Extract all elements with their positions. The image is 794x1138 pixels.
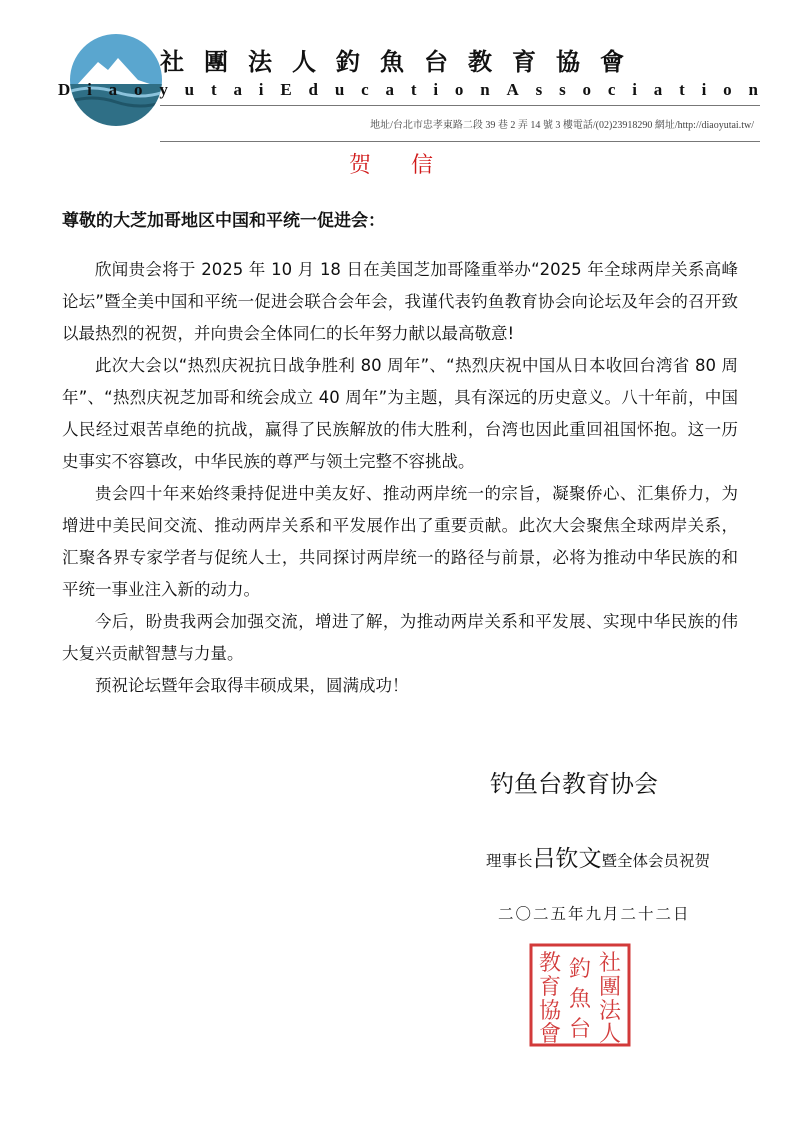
svg-text:育: 育 <box>538 975 562 1000</box>
letter-title: 贺信 <box>349 153 474 178</box>
header-divider-top <box>160 105 760 106</box>
org-name-english-letter: t <box>210 80 217 99</box>
org-name-english-letter: y <box>159 80 168 99</box>
org-name-english-letter: t <box>410 80 417 99</box>
org-name-english-letter: c <box>361 80 369 99</box>
org-name-english-letter: o <box>582 80 592 99</box>
contact-address: 地址/台北市忠孝東路二段 39 巷 2 弄 14 號 3 樓電話/(02)23918290 網址/http://diaoyutai.tw/ <box>370 120 754 131</box>
org-name-english-letter: o <box>454 80 464 99</box>
svg-text:法: 法 <box>598 999 622 1024</box>
official-seal-stamp <box>528 942 632 1048</box>
signature-line <box>486 840 710 873</box>
org-name-english-letter: s <box>559 80 566 99</box>
letter-body <box>62 254 738 702</box>
org-name-english-letter: t <box>679 80 685 99</box>
org-name-english-letter: i <box>258 80 264 99</box>
org-name-english-letter: s <box>535 80 543 99</box>
org-name-english-letter: i <box>632 80 637 99</box>
body-paragraph: 今后，盼贵我两会加强交流，增进了解，为推动两岸关系和平发展、实现中华民族的伟大复兴贡献智慧与力量。 <box>62 612 738 663</box>
header-divider-bottom <box>160 141 760 142</box>
org-name-english-letter: D <box>58 80 71 99</box>
signature-suffix: 暨全体会员祝贺 <box>601 852 711 870</box>
org-name-english-letter: n <box>748 80 758 99</box>
signature-name: 吕钦文 <box>532 846 602 872</box>
svg-text:魚: 魚 <box>568 987 592 1012</box>
body-paragraph: 贵会四十年来始终秉持促进中美友好、推动两岸统一的宗旨，凝聚侨心、汇集侨力，为增进中美民间交流、推动两岸关系和平发展作出了重要贡献。此次大会聚焦全球两岸关系，汇聚各界专家学者与促统人士，共同探讨两岸统一的路径与前景，必将为推动中华民族的和平统一事业注入新的动力。 <box>62 484 738 599</box>
org-name-english <box>58 80 758 100</box>
org-name-english-letter: u <box>334 80 345 99</box>
org-name-english-letter: o <box>134 80 143 99</box>
org-name-english-letter: i <box>87 80 92 99</box>
org-name-english-letter: n <box>480 80 490 99</box>
org-name-english-letter: a <box>233 80 242 99</box>
org-name-english-letter: A <box>506 80 519 99</box>
svg-text:釣: 釣 <box>568 957 592 982</box>
svg-text:團: 團 <box>598 975 622 1000</box>
svg-text:教: 教 <box>538 951 562 976</box>
signature-organization: 钓鱼台教育协会 <box>490 770 658 798</box>
org-name-chinese: 社團法人釣魚台教育協會 <box>160 47 644 76</box>
org-name-english-text <box>58 80 758 100</box>
signature-prefix: 理事长 <box>486 852 533 870</box>
org-name-english-letter: a <box>653 80 663 99</box>
org-name-english-letter: c <box>607 80 616 99</box>
org-name-english-letter: o <box>723 80 732 99</box>
body-paragraph: 欣闻贵会将于 2025 年 10 月 18 日在美国芝加哥隆重举办“2025 年全球两岸关系高峰论坛”暨全美中国和平统一促进会联合会年会，我谨代表钓鱼教育协会向论坛及年会的召开致以最热烈的祝贺，并向贵会全体同仁的长年努力献以最高敬意! <box>62 260 738 343</box>
body-paragraph: 预祝论坛暨年会取得丰硕成果，圆满成功！ <box>95 676 409 695</box>
org-name-english-letter: u <box>184 80 195 99</box>
svg-text:人: 人 <box>598 1022 622 1047</box>
svg-text:台: 台 <box>568 1017 592 1042</box>
svg-text:協: 協 <box>538 999 562 1024</box>
salutation: 尊敬的大芝加哥地区中国和平统一促进会： <box>62 211 385 231</box>
svg-text:會: 會 <box>538 1022 562 1047</box>
letter-date: 二〇二五年九月二十二日 <box>498 905 691 923</box>
org-name-english-letter: d <box>308 80 318 99</box>
org-name-english-letter: i <box>433 80 439 99</box>
org-name-english-letter: i <box>701 80 707 99</box>
org-name-english-letter: E <box>280 80 292 99</box>
org-name-english-letter: a <box>385 80 394 99</box>
body-paragraph: 此次大会以“热烈庆祝抗日战争胜利 80 周年”、“热烈庆祝中国从日本收回台湾省 80 周年”、“热烈庆祝芝加哥和统会成立 40 周年”为主题，具有深远的历史意义。八十年前，中国人民经过艰苦卓绝的抗战，赢得了民族解放的伟大胜利，台湾也因此重回祖国怀抱。这一历史事实不容篡改，中华民族的尊严与领土完整不容挑战。 <box>62 356 738 471</box>
org-name-english-letter: a <box>108 80 118 99</box>
svg-text:社: 社 <box>598 951 622 976</box>
